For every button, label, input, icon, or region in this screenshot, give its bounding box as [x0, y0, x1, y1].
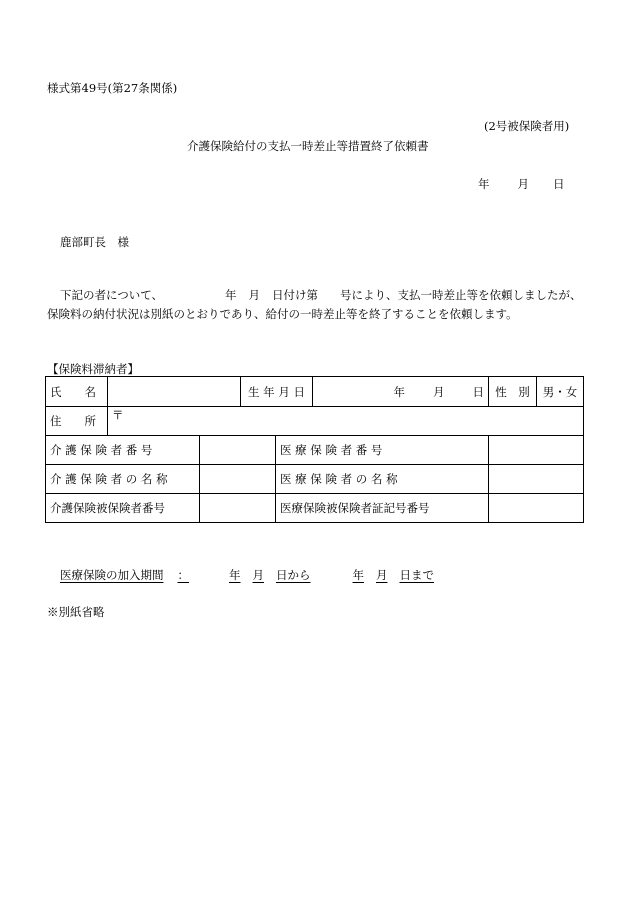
birth-value[interactable]	[313, 377, 489, 407]
addressee: 鹿部町長 様	[60, 235, 129, 249]
period-to-year: 年	[352, 568, 364, 582]
period-from-day: 日から	[276, 568, 311, 582]
period-from-year: 年	[229, 568, 241, 582]
date-line	[478, 176, 565, 192]
address-label: 住 所	[46, 407, 108, 436]
row-insured-number	[46, 494, 584, 523]
birth-label: 生 年 月 日	[241, 377, 313, 407]
birth-day: 日	[472, 384, 484, 399]
insurance-period-line	[60, 567, 434, 583]
body-day: 日付け第	[272, 288, 319, 302]
period-colon: ：	[177, 568, 189, 582]
section-label: 【保険料滞納者】	[47, 362, 139, 376]
address-value[interactable]	[108, 407, 584, 436]
medical-insurer-name-value[interactable]	[489, 465, 584, 494]
sex-label: 性 別	[489, 377, 537, 407]
attachment-note: ※別紙省略	[47, 605, 105, 619]
care-insurer-name-value[interactable]	[200, 465, 276, 494]
body-month: 月	[248, 288, 261, 302]
subtitle-note: (2号被保険者用)	[484, 119, 570, 133]
care-insured-number-label: 介護保険被保険者番号	[46, 494, 200, 523]
period-to-month: 月	[376, 568, 388, 582]
care-insurer-number-value[interactable]	[200, 436, 276, 465]
date-day: 日	[553, 177, 565, 191]
document-title: 介護保険給付の支払一時差止等措置終了依頼書	[187, 139, 429, 153]
period-from-month: 月	[252, 568, 264, 582]
body-text-a: 下記の者について、	[60, 288, 164, 302]
row-address	[46, 407, 584, 436]
period-to-day: 日まで	[399, 568, 434, 582]
medical-insurer-number-value[interactable]	[489, 436, 584, 465]
row-insurer-number	[46, 436, 584, 465]
date-year: 年	[478, 177, 490, 191]
form-number: 様式第49号(第27条関係)	[47, 81, 178, 95]
row-name	[46, 377, 584, 407]
period-label: 医療保険の加入期間	[60, 568, 164, 582]
name-label: 氏 名	[46, 377, 108, 407]
care-insured-number-value[interactable]	[200, 494, 276, 523]
body-text-b: 号により、支払一時差止等を依頼しましたが、	[340, 288, 582, 302]
postal-mark: 〒	[112, 408, 124, 422]
medical-insurer-name-label: 医 療 保 険 者 の 名 称	[276, 465, 489, 494]
medical-insurer-number-label: 医 療 保 険 者 番 号	[276, 436, 489, 465]
body-line-1	[60, 287, 582, 303]
body-year: 年	[225, 288, 237, 302]
birth-month: 月	[433, 384, 445, 399]
date-month: 月	[517, 177, 529, 191]
row-insurer-name	[46, 465, 584, 494]
care-insurer-number-label: 介 護 保 険 者 番 号	[46, 436, 200, 465]
care-insurer-name-label: 介 護 保 険 者 の 名 称	[46, 465, 200, 494]
body-line-2: 保険料の納付状況は別紙のとおりであり、給付の一時差止等を終了することを依頼します。	[47, 307, 518, 321]
birth-year: 年	[393, 384, 405, 399]
sex-value[interactable]: 男・女	[537, 377, 584, 407]
name-value[interactable]	[108, 377, 241, 407]
medical-insured-number-label: 医療保険被保険者証記号番号	[276, 494, 489, 523]
medical-insured-number-value[interactable]	[489, 494, 584, 523]
delinquent-info-table	[45, 376, 584, 523]
